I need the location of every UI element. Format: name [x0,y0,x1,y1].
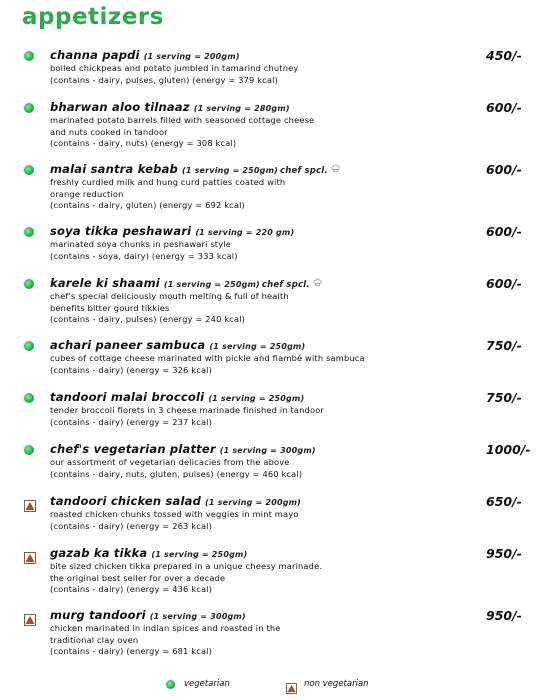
item-name: bharwan aloo tilnaaz [50,100,190,114]
item-description-line: tender broccoli florets in 3 cheese marinade finished in tandoor [50,405,324,415]
item-description-line: (contains - dairy, nuts, gluten, pulses) (energy = 460 kcal) [50,468,303,479]
item-price: 750/- [486,338,522,353]
item-serving: (1 serving = 220 gm) [195,228,295,237]
item-heading [50,162,470,176]
item-description-line: our assortment of vegetarian delicacies from the above [50,457,290,467]
nonveg-legend-label: non vegetarian [304,679,369,689]
item-description-line: (contains - dairy) (energy = 237 kcal) [50,416,213,427]
item-text [50,546,470,595]
item-serving: (1 serving = 300gm) [219,446,316,455]
item-name: gazab ka tikka [50,546,148,560]
item-price: 950/- [486,608,522,623]
veg-icon [24,51,36,63]
item-price: 450/- [486,48,522,63]
item-text [50,390,470,427]
veg-icon [24,279,36,291]
item-heading [50,390,470,404]
veg-icon [24,393,36,405]
nonveg-icon [24,549,36,561]
chef-hat-icon [313,280,322,290]
item-serving: (1 serving = 200gm) [205,498,302,507]
item-serving: (1 serving = 250gm) [181,166,278,175]
item-heading [50,100,470,114]
veg-icon [24,445,36,457]
item-heading [50,442,470,456]
item-description-line: orange reduction [50,188,124,199]
item-name: karele ki shaami [50,276,160,290]
nonveg-icon [24,497,36,509]
item-price: 650/- [486,494,522,509]
veg-icon [24,165,36,177]
item-text [50,338,470,375]
item-serving: (1 serving = 250gm) [163,280,260,289]
item-price: 750/- [486,390,522,405]
item-heading [50,338,470,352]
item-name: malai santra kebab [50,162,178,176]
item-price: 600/- [486,276,522,291]
item-price: 600/- [486,100,522,115]
item-serving: (1 serving = 250gm) [151,550,248,559]
item-description-line: (contains - dairy) (energy = 436 kcal) [50,584,213,595]
veg-legend-label: vegetarian [184,679,230,689]
item-description-line: chef's special deliciously mouth melting & full of health [50,291,289,301]
item-description-line: bite sized chicken tikka prepared in a unique cheesy marinade. [50,561,323,571]
item-text [50,162,470,211]
item-text [50,608,470,657]
chef-special-label: chef spcl. [261,280,310,290]
item-name: achari paneer sambuca [50,338,206,352]
veg-icon [24,103,36,115]
item-description-line: marinated soya chunks in peshawari style [50,239,231,249]
item-description-line: boiled chickpeas and potato jumbled in tamarind chutney [50,63,299,73]
item-text [50,442,470,479]
item-price: 1000/- [486,442,531,457]
item-serving: (1 serving = 200gm) [143,52,240,61]
item-description-line: chicken marinated in indian spices and roasted in the [50,623,281,633]
item-text [50,100,470,149]
item-description-line: the original best seller for over a decade [50,572,226,583]
item-description-line: freshly curdled milk and hung curd patties coated with [50,177,286,187]
item-description-line: marinated potato barrels filled with seasoned cottage cheese [50,115,315,125]
item-name: chef's vegetarian platter [50,442,216,456]
nonveg-icon [24,611,36,623]
item-description-line: (contains - dairy, nuts) (energy = 308 kcal) [50,138,237,149]
item-text [50,224,470,261]
item-description-line: cubes of cottage cheese marinated with pickle and flambé with sambuca [50,353,365,363]
chef-hat-icon [331,166,340,176]
item-description-line: (contains - dairy) (energy = 263 kcal) [50,520,213,531]
item-name: tandoori chicken salad [50,494,202,508]
item-heading [50,608,470,622]
item-heading [50,224,470,238]
item-description-line: benefits bitter gourd tikkies [50,302,170,313]
item-price: 600/- [486,162,522,177]
item-serving: (1 serving = 300gm) [149,612,246,621]
item-heading [50,494,470,508]
item-text [50,48,470,85]
nonveg-legend-icon [286,679,297,698]
item-description-line: (contains - dairy, pulses) (energy = 240 kcal) [50,314,246,325]
veg-icon [24,227,36,239]
item-description-line: roasted chicken chunks tossed with veggies in mint mayo [50,509,299,519]
item-name: murg tandoori [50,608,146,622]
item-serving: (1 serving = 250gm) [209,342,306,351]
chef-special-label: chef spcl. [280,166,328,176]
item-description-line: and nuts cooked in tandoor [50,126,168,137]
item-name: channa papdi [50,48,140,62]
section-title: appetizers [22,4,164,30]
item-price: 600/- [486,224,522,239]
item-description-line: (contains - dairy) (energy = 326 kcal) [50,364,213,375]
legend [160,678,460,692]
item-price: 950/- [486,546,522,561]
item-heading [50,546,470,560]
item-text [50,276,470,325]
item-name: soya tikka peshawari [50,224,192,238]
item-description-line: (contains - soya, dairy) (energy = 333 kcal) [50,250,238,261]
item-serving: (1 serving = 280gm) [193,104,290,113]
item-name: tandoori malai broccoli [50,390,205,404]
item-heading [50,276,470,290]
item-text [50,494,470,531]
item-serving: (1 serving = 250gm) [208,394,305,403]
veg-icon [24,341,36,353]
item-heading [50,48,470,62]
item-description-line: (contains - dairy, pulses, gluten) (energy = 379 kcal) [50,74,278,85]
item-description-line: (contains - dairy, gluten) (energy = 692 kcal) [50,200,245,211]
veg-legend-icon [166,680,175,689]
item-description-line: traditional clay oven [50,634,139,645]
item-description-line: (contains - dairy) (energy = 681 kcal) [50,646,213,657]
